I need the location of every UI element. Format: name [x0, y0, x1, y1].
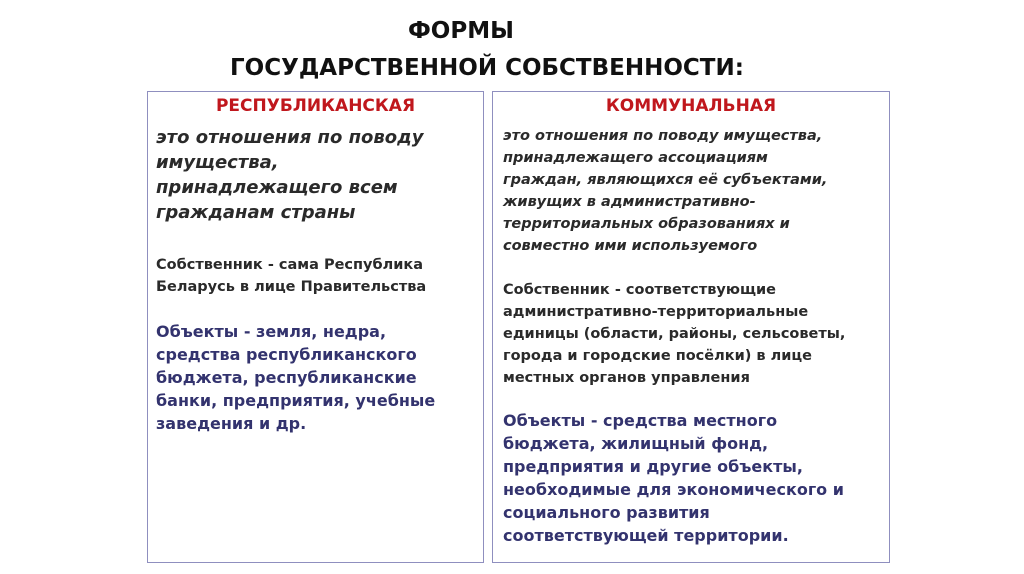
communal-heading: КОММУНАЛЬНАЯ [605, 96, 777, 116]
republican-heading: РЕСПУБЛИКАНСКАЯ [215, 96, 416, 116]
communal-definition: это отношения по поводу имущества, принадлежащего ассоциациям граждан, являющихся её субъектами, живущих в административно- территориальных образованиях и совместно ими используемого [503, 128, 828, 254]
page-title: ФОРМЫ [408, 18, 514, 44]
republican-objects: Объекты - земля, недра, средства республиканского бюджета, республиканские банки, предприятия, учебные заведения и др. [156, 322, 436, 433]
republican-definition: это отношения по поводу имущества, принадлежащего всем гражданам страны [156, 127, 424, 223]
republican-property-box [147, 91, 484, 563]
communal-objects: Объекты - средства местного бюджета, жилищный фонд, предприятия и другие объекты, необходимые для экономического и социального развития соответствующей территории. [503, 411, 844, 545]
communal-property-box [492, 91, 890, 563]
communal-owner: Собственник - соответствующие административно-территориальные единицы (области, районы, сельсоветы, города и городские посёлки) в лице местных органов управления [503, 282, 846, 386]
page-subtitle: ГОСУДАРСТВЕННОЙ СОБСТВЕННОСТИ: [230, 55, 744, 81]
republican-owner: Собственник - сама Республика Беларусь в лице Правительства [156, 257, 427, 295]
